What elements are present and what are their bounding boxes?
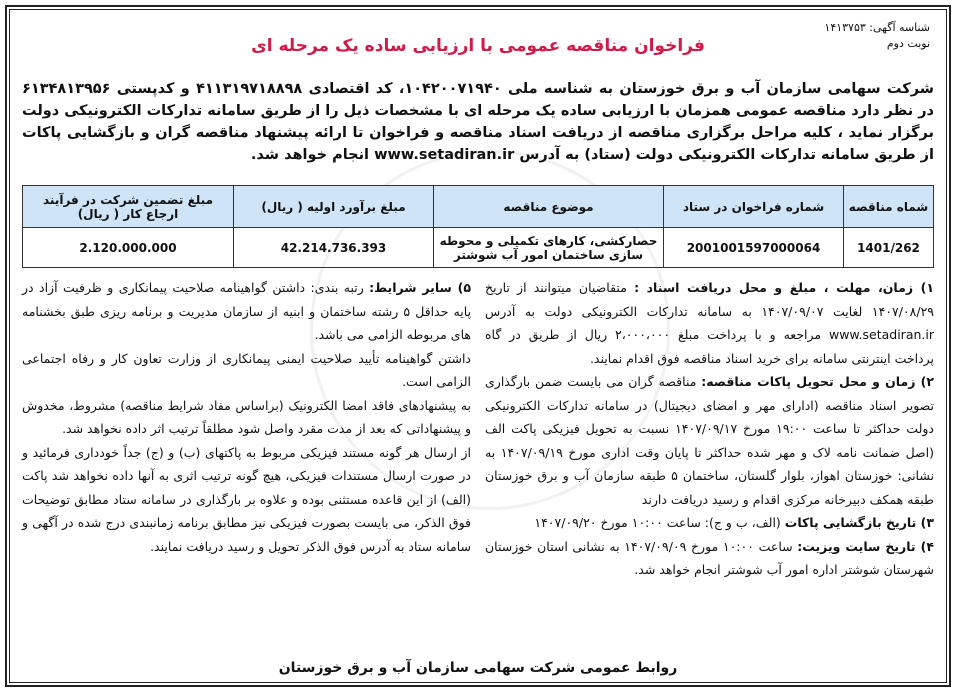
cell-estimate: 42.214.736.393: [234, 228, 434, 268]
section-2-text: مناقصه گران می بایست ضمن بارگذاری تصویر اسناد مناقصه (ادارای مهر و امضای دیجیتال) در سامانه تدارکات الکترونیکی دولت حداکثر تا ساعت ۱۹:۰۰ مورخ ۱۴۰۷/۰۹/۱۷ نسبت به تحویل فیزیکی پاکت الف (اصل ضمانت نامه لاک و مهر شده حداکثر تا پایان وقت اداری مورخ ۱۴۰۷/۰۹/۱۹ به نشانی: خوزستان اهواز، بلوار گلستان، ساختمان ۵ طبقه سازمان آب و برق خوزستان طبقه همکف دبیرخانه مرکزی اقدام و رسید دریافت دارند: [485, 374, 935, 507]
intro-paragraph: شرکت سهامی سازمان آب و برق خوزستان به شناسه ملی ۱۰۴۲۰۰۷۱۹۴۰، کد اقتصادی ۴۱۱۳۱۹۷۱۸۸۹۸ و کدپستی ۶۱۳۴۸۱۳۹۵۶ در نظر دارد مناقصه عمومی همزمان با ارزیابی ساده یک مرحله ای با مشخصات ذیل را از طریق سامانه تدارکات الکترونیکی دولت برگزار نماید ، کلیه مراحل برگزاری مناقصه از دریافت اسناد مناقصه و فراخوان تا ارائه پیشنهاد مناقصه گران و بازگشایی پاکات از طریق سامانه تدارکات الکترونیکی دولت (ستاد) به آدرس www.setadiran.ir انجام خواهد شد.: [22, 81, 934, 163]
section-4-text: ساعت ۱۰:۰۰ مورخ ۱۴۰۷/۰۹/۰۹ به نشانی استان خوزستان شهرستان شوشتر اداره امور آب شوشتر انجام خواهد شد.: [485, 538, 934, 577]
section-4: [485, 535, 934, 582]
section-5-text: رتبه بندی: داشتن گواهینامه صلاحیت پیمانکاری و ظرفیت آزاد در پایه حداقل ۵ رشته ساختمان و ابنیه از سازمان مدیریت و برنامه ریزی طبق بخشنامه های مربوطه الزامی می باشد.: [22, 280, 471, 342]
ad-id: شناسه آگهی: ۱۴۱۳۷۵۳: [824, 21, 930, 34]
table-header-row: [23, 186, 934, 228]
cell-subject: حصارکشی، کارهای تکمیلی و محوطه سازی ساختمان امور آب شوشتر: [434, 228, 664, 268]
section-5: [22, 276, 471, 347]
section-3-heading: ۳) تاریخ بازگشایی پاکات: [784, 515, 934, 530]
footer-signature: روابط عمومی شرکت سهامی سازمان آب و برق خوزستان: [278, 660, 678, 676]
col-guarantee: مبلغ تضمین شرکت در فرآیند ارجاع کار ( ریال): [23, 186, 234, 228]
body-columns: [22, 276, 934, 648]
table-row: [23, 228, 934, 268]
right-column: [485, 276, 934, 648]
section-2-heading: ۲) زمان و محل تحویل پاکات مناقصه:: [701, 374, 935, 389]
cell-setad-number: 2001001597000064: [664, 228, 844, 268]
condition-physical-docs: از ارسال هر گونه مستند فیزیکی مربوط به پاکتهای (ب) و (ج) جداً خودداری فرمائید و در صورت ارسال مستندات فیزیکی، هیچ گونه ترتیب اثری به آنها داده نخواهد شد پاکت (الف) از این قاعده مستثنی بوده و علاوه بر بارگذاری در سامانه ستاد مطابق توضیحات فوق الذکر، می بایست بصورت فیزیکی نیز مطابق برنامه زمانبندی درج شده در آگهی و سامانه ستاد به آدرس فوق الذکر تحویل و رسید دریافت نمایند.: [22, 444, 471, 554]
cell-guarantee: 2.120.000.000: [23, 228, 234, 268]
left-column: [22, 276, 471, 648]
col-tender-number: شماه مناقصه: [844, 186, 934, 228]
col-estimate: مبلغ برآورد اولیه ( ریال): [234, 186, 434, 228]
section-3: [485, 511, 934, 535]
section-2: [485, 370, 934, 511]
section-4-heading: ۴) تاریخ سایت ویزیت:: [797, 538, 934, 554]
tender-table: [22, 185, 934, 268]
section-3-text: (الف، ب و ج): ساعت ۱۰:۰۰ مورخ ۱۴۰۷/۰۹/۲۰: [534, 515, 781, 530]
section-1: [485, 276, 934, 370]
section-5-heading: ۵) سایر شرایط:: [369, 280, 471, 295]
ad-round: نوبت دوم: [886, 37, 930, 50]
condition-safety: داشتن گواهینامه تأیید صلاحیت ایمنی پیمانکاری از وزارت تعاون کار و رفاه اجتماعی الزامی است.: [22, 350, 471, 389]
section-1-text: متقاضیان میتوانند از تاریخ ۱۴۰۷/۰۸/۲۹ لغایت ۱۴۰۷/۰۹/۰۷ به سامانه تدارکات الکترونیکی دولت به آدرس www.setadiran.ir مراجعه و با پرداخت مبلغ ۲،۰۰۰،۰۰۰ ریال از طریق در گاه پرداخت اینترنتی سامانه برای خرید اسناد مناقصه فوق اقدام نمایند.: [485, 280, 934, 366]
col-subject: موضوع مناقصه: [434, 186, 664, 228]
col-setad-number: شماره فراخوان در ستاد: [664, 186, 844, 228]
page-title: فراخوان مناقصه عمومی با ارزیابی ساده یک مرحله ای: [251, 36, 705, 56]
section-1-heading: ۱) زمان، مهلت ، مبلغ و محل دریافت اسناد :: [634, 280, 934, 295]
cell-tender-number: 1401/262: [844, 228, 934, 268]
condition-signature: به پیشنهادهای فاقد امضا الکترونیک (براساس مفاد شرایط مناقصه) مشروط، مخدوش و پیشنهاداتی که بعد از مدت مقرد واصل شود مطلقاً ترتیب اثر داده نخواهد شد.: [22, 397, 471, 436]
